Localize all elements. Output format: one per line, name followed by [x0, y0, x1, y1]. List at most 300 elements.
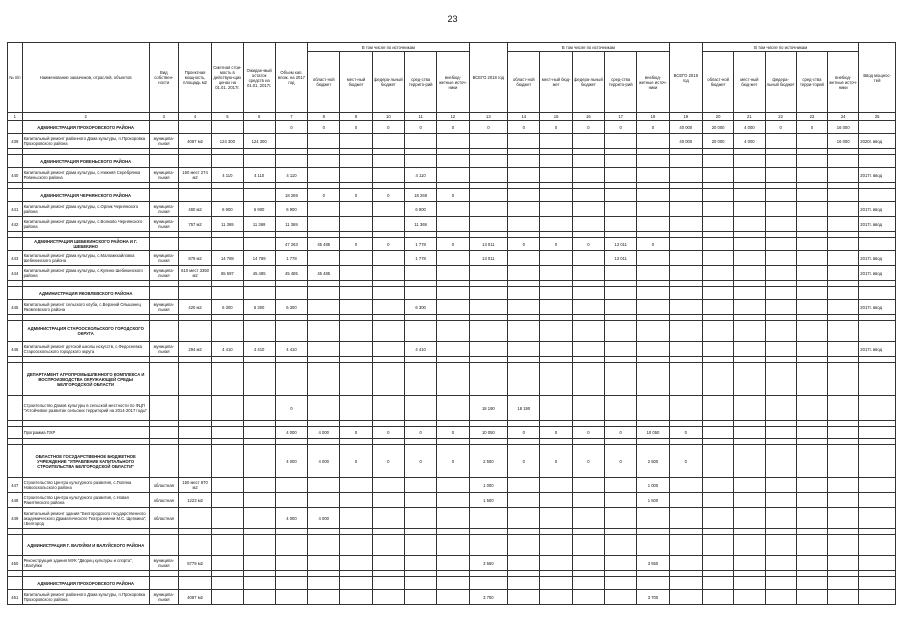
value-cell [734, 556, 765, 571]
value-cell [605, 342, 637, 357]
value-cell [828, 342, 859, 357]
value-cell [372, 508, 404, 529]
value-cell [540, 251, 572, 266]
section-row [8, 155, 896, 168]
value-cell [637, 189, 669, 202]
value-cell [796, 202, 827, 217]
header-name: Наименование заказчиков, отраслей, объектов [22, 43, 149, 113]
value-cell [540, 556, 572, 571]
value-cell [637, 287, 669, 300]
column-number: 21 [734, 113, 765, 121]
value-cell [572, 478, 604, 493]
value-cell: областная [149, 508, 178, 529]
value-cell [508, 590, 540, 605]
table-row [8, 342, 896, 357]
value-cell [734, 363, 765, 396]
value-cell [702, 478, 733, 493]
value-cell [702, 287, 733, 300]
value-cell [796, 478, 827, 493]
value-cell [765, 321, 796, 342]
value-cell [572, 493, 604, 508]
value-cell: 6 900 [212, 202, 243, 217]
value-cell: 4 000 [275, 445, 307, 478]
value-cell [572, 321, 604, 342]
commission-cell [859, 396, 896, 421]
value-cell [372, 577, 404, 590]
value-cell: 0 [572, 427, 604, 439]
value-cell [540, 202, 572, 217]
value-cell [765, 590, 796, 605]
value-cell [243, 396, 275, 421]
value-cell [796, 287, 827, 300]
value-cell [637, 266, 669, 281]
value-cell [178, 238, 211, 251]
commission-cell [859, 577, 896, 590]
value-cell [508, 168, 540, 183]
value-cell [605, 577, 637, 590]
value-cell: 1 778 [404, 238, 436, 251]
value-cell: 11 369 [275, 217, 307, 232]
value-cell [702, 445, 733, 478]
value-cell [372, 590, 404, 605]
value-cell [734, 577, 765, 590]
section-row [8, 577, 896, 590]
value-cell [243, 121, 275, 134]
header-src: федера-льный бюджет [765, 52, 796, 113]
value-cell: 6 300 [275, 300, 307, 315]
value-cell [796, 535, 827, 556]
value-cell [702, 238, 733, 251]
row-number: 444 [8, 266, 23, 281]
value-cell [243, 189, 275, 202]
value-cell [637, 342, 669, 357]
value-cell [796, 266, 827, 281]
value-cell [372, 134, 404, 149]
value-cell [734, 445, 765, 478]
value-cell [212, 556, 243, 571]
value-cell: 0 [340, 427, 372, 439]
value-cell [702, 189, 733, 202]
table-row [8, 251, 896, 266]
value-cell [734, 342, 765, 357]
value-cell [212, 445, 243, 478]
header-src: област-ной бюджет [508, 52, 540, 113]
value-cell: 0 [308, 189, 340, 202]
value-cell [734, 493, 765, 508]
investment-table [7, 42, 896, 605]
value-cell [308, 134, 340, 149]
value-cell [572, 287, 604, 300]
header-ownership: Вид собствен-ности [149, 43, 178, 113]
value-cell [669, 251, 702, 266]
value-cell [437, 287, 469, 300]
value-cell [765, 396, 796, 421]
value-cell [404, 493, 436, 508]
value-cell [469, 189, 508, 202]
value-cell: 20 000 [702, 134, 733, 149]
section-title: АДМИНИСТРАЦИЯ Г. ВАЛУЙКИ И ВАЛУЙСКОГО РАЙОНА [22, 535, 149, 556]
value-cell [372, 251, 404, 266]
value-cell [734, 238, 765, 251]
value-cell: 0 [437, 238, 469, 251]
value-cell [178, 287, 211, 300]
commission-cell: 2017г. ввод [859, 300, 896, 315]
value-cell [540, 493, 572, 508]
value-cell [437, 321, 469, 342]
column-number: 8 [308, 113, 340, 121]
value-cell: 4 000 [734, 121, 765, 134]
value-cell: 6 300 [212, 300, 243, 315]
column-number: 25 [859, 113, 896, 121]
value-cell [508, 363, 540, 396]
value-cell [308, 478, 340, 493]
value-cell [149, 363, 178, 396]
value-cell [437, 493, 469, 508]
header-expected: Ожидае-мый остаток средств на 01.01. 2017г. [243, 43, 275, 113]
commission-cell [859, 363, 896, 396]
value-cell [669, 189, 702, 202]
value-cell: 3 700 [637, 590, 669, 605]
value-cell: 18 269 [404, 189, 436, 202]
value-cell [572, 202, 604, 217]
table-row [8, 478, 896, 493]
value-cell [508, 577, 540, 590]
value-cell [765, 251, 796, 266]
value-cell [765, 577, 796, 590]
commission-cell [859, 155, 896, 168]
value-cell: 65 597 [212, 266, 243, 281]
value-cell [796, 556, 827, 571]
commission-cell [859, 590, 896, 605]
value-cell [372, 321, 404, 342]
page-number: 23 [447, 14, 458, 24]
value-cell [540, 321, 572, 342]
column-number: 24 [828, 113, 859, 121]
object-name: Строительство Центра культурного развития, с.Поляна Новооскольского района [22, 478, 149, 493]
object-name: Капитальный ремонт районного Дома культуры, п.Прохоровка Прохоровского района [22, 134, 149, 149]
value-cell: 420 м2 [178, 300, 211, 315]
value-cell [765, 155, 796, 168]
value-cell [572, 342, 604, 357]
value-cell [308, 321, 340, 342]
value-cell [669, 577, 702, 590]
value-cell [149, 155, 178, 168]
value-cell [508, 287, 540, 300]
value-cell [469, 217, 508, 232]
value-cell [765, 134, 796, 149]
row-number: 443 [8, 251, 23, 266]
row-number [8, 577, 23, 590]
table-row [8, 396, 896, 421]
value-cell: областная [149, 478, 178, 493]
value-cell [572, 134, 604, 149]
value-cell [828, 251, 859, 266]
value-cell: 11 369 [212, 217, 243, 232]
value-cell [765, 445, 796, 478]
value-cell [796, 168, 827, 183]
value-cell [178, 363, 211, 396]
commission-cell [859, 238, 896, 251]
row-number [8, 445, 23, 478]
value-cell: 0 [637, 121, 669, 134]
row-number: 450 [8, 556, 23, 571]
value-cell [212, 577, 243, 590]
row-number [8, 238, 23, 251]
value-cell [404, 478, 436, 493]
value-cell [404, 363, 436, 396]
row-number [8, 155, 23, 168]
value-cell [308, 556, 340, 571]
value-cell: 0 [508, 121, 540, 134]
value-cell: 4 410 [243, 342, 275, 357]
value-cell [828, 287, 859, 300]
value-cell: 13 011 [469, 238, 508, 251]
value-cell: 0 [372, 121, 404, 134]
value-cell: 4 000 [308, 427, 340, 439]
value-cell [669, 155, 702, 168]
value-cell [796, 189, 827, 202]
value-cell [637, 396, 669, 421]
value-cell [372, 266, 404, 281]
commission-cell [859, 121, 896, 134]
commission-cell: 2020г. ввод [859, 134, 896, 149]
header-src: федера-льный бюджет [372, 52, 404, 113]
value-cell: 0 [404, 427, 436, 439]
value-cell [469, 535, 508, 556]
value-cell: 757 м2 [178, 217, 211, 232]
value-cell: 0 [437, 427, 469, 439]
column-number: 3 [149, 113, 178, 121]
value-cell [734, 590, 765, 605]
object-name: Капитальный ремонт Дома культуры, с.Купино Шебекинского района [22, 266, 149, 281]
value-cell [734, 189, 765, 202]
value-cell [372, 478, 404, 493]
value-cell [178, 577, 211, 590]
value-cell [828, 535, 859, 556]
section-row [8, 287, 896, 300]
object-name: Капитальный ремонт сельского клуба, с.Верхний Ольшанец Яковлевского района [22, 300, 149, 315]
column-number: 14 [508, 113, 540, 121]
value-cell [275, 577, 307, 590]
value-cell: 4 410 [404, 342, 436, 357]
section-title: АДМИНИСТРАЦИЯ ПРОХОРОВСКОГО РАЙОНА [22, 121, 149, 134]
value-cell: 16 000 [828, 121, 859, 134]
value-cell [702, 342, 733, 357]
value-cell [540, 189, 572, 202]
value-cell: 4087 м2 [178, 134, 211, 149]
value-cell [828, 396, 859, 421]
value-cell [828, 217, 859, 232]
value-cell [178, 321, 211, 342]
value-cell [669, 202, 702, 217]
value-cell [372, 168, 404, 183]
object-name: Капитальный ремонт Дома культуры, с.Нижняя Серебрянка Ровеньского района [22, 168, 149, 183]
value-cell [669, 300, 702, 315]
value-cell [437, 577, 469, 590]
value-cell [540, 590, 572, 605]
value-cell [765, 266, 796, 281]
value-cell [469, 287, 508, 300]
value-cell [275, 556, 307, 571]
value-cell [796, 427, 827, 439]
value-cell [212, 363, 243, 396]
value-cell [540, 287, 572, 300]
value-cell [372, 396, 404, 421]
value-cell: 20 000 [702, 121, 733, 134]
value-cell [540, 168, 572, 183]
value-cell [308, 342, 340, 357]
value-cell [404, 535, 436, 556]
value-cell [605, 321, 637, 342]
value-cell [605, 189, 637, 202]
section-row [8, 121, 896, 134]
value-cell [540, 134, 572, 149]
value-cell [605, 300, 637, 315]
value-cell [275, 493, 307, 508]
value-cell [404, 266, 436, 281]
value-cell [212, 427, 243, 439]
table-row [8, 134, 896, 149]
column-number: 11 [404, 113, 436, 121]
value-cell: 10 050 [637, 427, 669, 439]
commission-cell [859, 321, 896, 342]
value-cell: 0 [540, 427, 572, 439]
value-cell [340, 300, 372, 315]
value-cell: 14 789 [212, 251, 243, 266]
header-group-2018: В том числе по источникам [508, 43, 669, 52]
row-number [8, 427, 23, 439]
value-cell [796, 238, 827, 251]
section-row [8, 445, 896, 478]
value-cell [149, 189, 178, 202]
value-cell: 4 000 [308, 445, 340, 478]
value-cell: 0 [540, 121, 572, 134]
value-cell [508, 535, 540, 556]
value-cell [734, 217, 765, 232]
value-cell: 4 000 [275, 427, 307, 439]
value-cell [340, 535, 372, 556]
value-cell [828, 266, 859, 281]
value-cell [469, 321, 508, 342]
value-cell: 0 [605, 427, 637, 439]
value-cell [437, 217, 469, 232]
value-cell [308, 363, 340, 396]
value-cell [404, 134, 436, 149]
value-cell [212, 155, 243, 168]
value-cell [178, 427, 211, 439]
value-cell [340, 266, 372, 281]
value-cell [149, 396, 178, 421]
value-cell [308, 590, 340, 605]
value-cell [605, 535, 637, 556]
value-cell [437, 396, 469, 421]
value-cell [404, 508, 436, 529]
value-cell: 40 000 [669, 121, 702, 134]
value-cell [796, 251, 827, 266]
value-cell [828, 168, 859, 183]
value-cell [243, 478, 275, 493]
value-cell [734, 478, 765, 493]
row-number [8, 321, 23, 342]
value-cell [702, 590, 733, 605]
value-cell: 0 [469, 121, 508, 134]
value-cell: 1 000 [637, 478, 669, 493]
value-cell [734, 427, 765, 439]
value-cell: 4087 м2 [178, 590, 211, 605]
commission-cell: 2017г. ввод [859, 202, 896, 217]
value-cell [275, 535, 307, 556]
value-cell [178, 535, 211, 556]
value-cell [734, 287, 765, 300]
value-cell [508, 251, 540, 266]
value-cell [669, 556, 702, 571]
header-src: област-ной бюджет [702, 52, 733, 113]
value-cell: 16 000 [828, 134, 859, 149]
value-cell: 1 778 [275, 251, 307, 266]
value-cell: 879 м2 [178, 251, 211, 266]
column-number: 15 [540, 113, 572, 121]
value-cell [469, 168, 508, 183]
value-cell [828, 590, 859, 605]
value-cell: 3 550 [469, 556, 508, 571]
program-row [8, 427, 896, 439]
column-number: 6 [243, 113, 275, 121]
value-cell [540, 577, 572, 590]
value-cell [765, 189, 796, 202]
value-cell [637, 202, 669, 217]
value-cell [702, 577, 733, 590]
value-cell [308, 217, 340, 232]
value-cell [669, 287, 702, 300]
value-cell: 0 [340, 121, 372, 134]
value-cell [765, 202, 796, 217]
column-number: 9 [340, 113, 372, 121]
value-cell [275, 134, 307, 149]
row-number: 451 [8, 590, 23, 605]
value-cell [178, 121, 211, 134]
value-cell [340, 217, 372, 232]
value-cell [243, 445, 275, 478]
value-cell [669, 478, 702, 493]
value-cell [469, 342, 508, 357]
value-cell [469, 363, 508, 396]
value-cell [572, 189, 604, 202]
value-cell [149, 287, 178, 300]
value-cell: 45 485 [308, 238, 340, 251]
value-cell [540, 342, 572, 357]
row-number: 448 [8, 493, 23, 508]
value-cell [828, 577, 859, 590]
value-cell [308, 493, 340, 508]
value-cell [605, 508, 637, 529]
row-number: 446 [8, 342, 23, 357]
value-cell [243, 155, 275, 168]
value-cell [469, 300, 508, 315]
value-cell [508, 217, 540, 232]
value-cell [572, 535, 604, 556]
value-cell [637, 168, 669, 183]
value-cell: 0 [540, 445, 572, 478]
value-cell [212, 535, 243, 556]
header-volume: Объем кап. влож. на 2017 год [275, 43, 307, 113]
commission-cell [859, 287, 896, 300]
section-row [8, 238, 896, 251]
value-cell [308, 168, 340, 183]
value-cell [275, 287, 307, 300]
value-cell [308, 251, 340, 266]
value-cell [540, 396, 572, 421]
value-cell [275, 363, 307, 396]
